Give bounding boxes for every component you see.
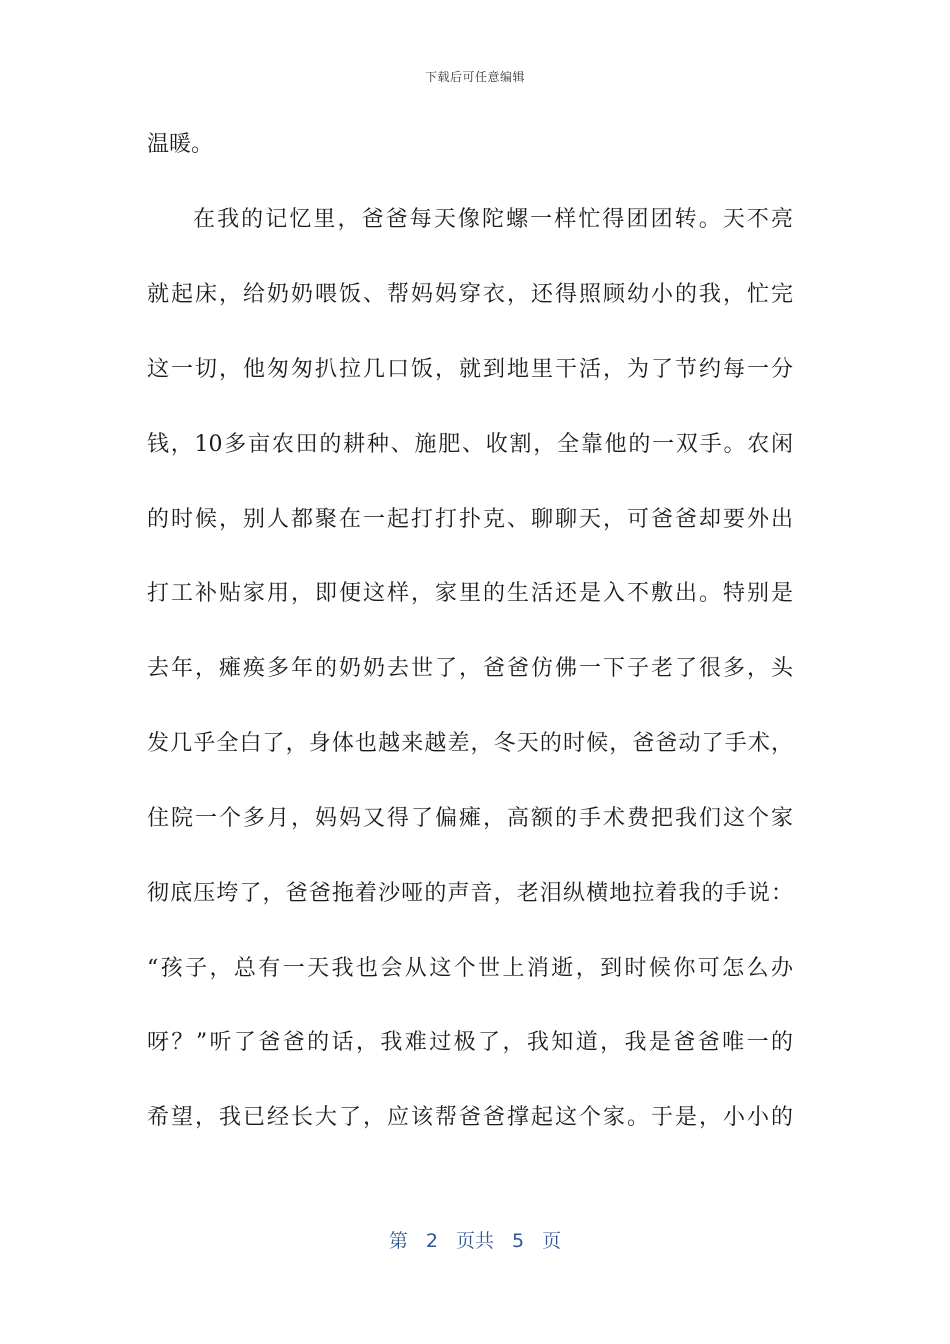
page-header: 下载后可任意编辑 xyxy=(424,70,525,84)
text-line: 发几乎全白了，身体也越来越差，冬天的时候，爸爸动了手术， xyxy=(147,731,793,756)
text-line: 住院一个多月，妈妈又得了偏瘫，高额的手术费把我们这个家 xyxy=(147,806,793,831)
text-line: 这一切，他匆匆扒拉几口饭，就到地里干活，为了节约每一分 xyxy=(147,357,793,382)
footer-suffix: 页 xyxy=(542,1230,562,1252)
text-line: 在我的记忆里，爸爸每天像陀螺一样忙得团团转。天不亮 xyxy=(193,207,793,232)
text-line: 希望，我已经长大了，应该帮爸爸撑起这个家。于是，小小的 xyxy=(147,1105,793,1130)
text-line: 呀？”听了爸爸的话，我难过极了，我知道，我是爸爸唯一的 xyxy=(147,1030,793,1055)
page-footer xyxy=(0,1226,950,1253)
text-line: “孩子，总有一天我也会从这个世上消逝，到时候你可怎么办 xyxy=(147,956,793,981)
text-line: 打工补贴家用，即便这样，家里的生活还是入不敷出。特别是 xyxy=(147,581,793,606)
text-line: 就起床，给奶奶喂饭、帮妈妈穿衣，还得照顾幼小的我，忙完 xyxy=(147,282,793,307)
total-page-number: 5 xyxy=(512,1230,525,1252)
footer-prefix: 第 xyxy=(388,1230,408,1252)
current-page-number: 2 xyxy=(425,1230,438,1252)
footer-middle: 页共 xyxy=(455,1230,494,1252)
text-line: 温暖。 xyxy=(147,132,214,157)
text-line: 的时候，别人都聚在一起打打扑克、聊聊天，可爸爸却要外出 xyxy=(147,507,793,532)
text-line: 钱，10多亩农田的耕种、施肥、收割，全靠他的一双手。农闲 xyxy=(147,432,793,457)
text-line: 去年，瘫痪多年的奶奶去世了，爸爸仿佛一下子老了很多，头 xyxy=(147,656,793,681)
text-line: 彻底压垮了，爸爸拖着沙哑的声音，老泪纵横地拉着我的手说： xyxy=(147,881,793,906)
